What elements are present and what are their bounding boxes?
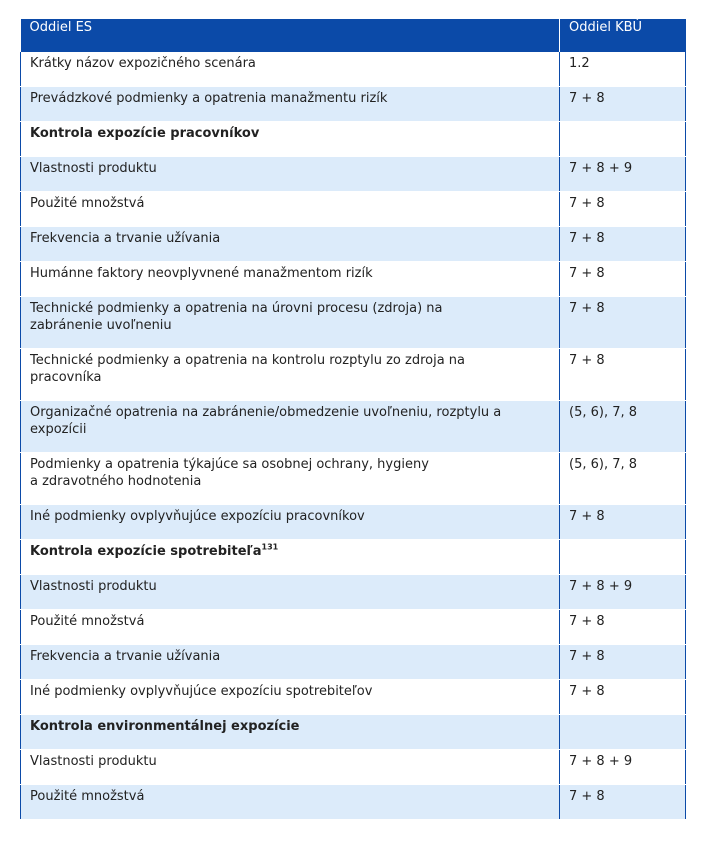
header-es-section: Oddiel ES [21, 19, 560, 52]
section-heading-row [21, 715, 686, 750]
table-row [21, 680, 686, 715]
row-value: 7 + 8 [560, 192, 686, 227]
row-label-line: pracovníka [30, 370, 102, 385]
footnote-marker: 131 [261, 542, 279, 552]
row-label-line: Technické podmienky a opatrenia na úrovni procesu (zdroja) na [30, 301, 443, 316]
row-label [21, 297, 560, 349]
table-row [21, 349, 686, 401]
row-value: 1.2 [560, 52, 686, 87]
row-label: Vlastnosti produktu [21, 157, 560, 192]
row-value: 7 + 8 [560, 349, 686, 401]
section-heading [21, 540, 560, 575]
row-label: Vlastnosti produktu [21, 575, 560, 610]
row-label: Iné podmienky ovplyvňujúce expozíciu pracovníkov [21, 505, 560, 540]
section-heading-row [21, 540, 686, 575]
row-label: Prevádzkové podmienky a opatrenia manažmentu rizík [21, 87, 560, 122]
table-row [21, 645, 686, 680]
section-heading: Kontrola expozície pracovníkov [21, 122, 560, 157]
table-row [21, 192, 686, 227]
row-label: Použité množstvá [21, 192, 560, 227]
table-row [21, 401, 686, 453]
row-value: 7 + 8 [560, 610, 686, 645]
table-header-row [21, 19, 686, 52]
row-label: Iné podmienky ovplyvňujúce expozíciu spotrebiteľov [21, 680, 560, 715]
row-value: 7 + 8 [560, 297, 686, 349]
table-row [21, 785, 686, 820]
row-label: Frekvencia a trvanie užívania [21, 645, 560, 680]
row-label-line: Podmienky a opatrenia týkajúce sa osobnej ochrany, hygieny [30, 457, 429, 472]
row-value: 7 + 8 [560, 505, 686, 540]
table-row [21, 750, 686, 785]
row-label-line: zabránenie uvoľneniu [30, 318, 172, 333]
row-value [560, 715, 686, 750]
row-label: Vlastnosti produktu [21, 750, 560, 785]
row-label: Krátky názov expozičného scenára [21, 52, 560, 87]
table-row [21, 227, 686, 262]
section-heading: Kontrola environmentálnej expozície [21, 715, 560, 750]
row-value [560, 540, 686, 575]
row-label-line: a zdravotného hodnotenia [30, 474, 202, 489]
table-row [21, 157, 686, 192]
row-label [21, 401, 560, 453]
table-row [21, 297, 686, 349]
row-value: 7 + 8 + 9 [560, 157, 686, 192]
row-value: 7 + 8 [560, 680, 686, 715]
row-value: 7 + 8 + 9 [560, 750, 686, 785]
row-label-line: Organizačné opatrenia na zabránenie/obmedzenie uvoľneniu, rozptylu a [30, 405, 502, 420]
table-row [21, 262, 686, 297]
row-label-line: Technické podmienky a opatrenia na kontrolu rozptylu zo zdroja na [30, 353, 466, 368]
row-value: 7 + 8 [560, 87, 686, 122]
mapping-table-container [20, 19, 685, 819]
table-row [21, 87, 686, 122]
table-row [21, 575, 686, 610]
row-value: 7 + 8 [560, 645, 686, 680]
section-heading-row [21, 122, 686, 157]
row-value [560, 122, 686, 157]
row-label: Humánne faktory neovplyvnené manažmentom rizík [21, 262, 560, 297]
row-value: 7 + 8 + 9 [560, 575, 686, 610]
row-label: Použité množstvá [21, 610, 560, 645]
section-heading-text: Kontrola expozície spotrebiteľa [30, 544, 262, 559]
row-value: 7 + 8 [560, 227, 686, 262]
row-value: 7 + 8 [560, 785, 686, 820]
row-label-line: expozícii [30, 422, 87, 437]
row-label: Frekvencia a trvanie užívania [21, 227, 560, 262]
row-label [21, 453, 560, 505]
es-sds-mapping-table [20, 19, 686, 819]
row-label: Použité množstvá [21, 785, 560, 820]
row-value: (5, 6), 7, 8 [560, 453, 686, 505]
table-row [21, 610, 686, 645]
row-label [21, 349, 560, 401]
row-value: 7 + 8 [560, 262, 686, 297]
row-value: (5, 6), 7, 8 [560, 401, 686, 453]
header-sds-section: Oddiel KBÚ [560, 19, 686, 52]
table-row [21, 453, 686, 505]
table-row [21, 505, 686, 540]
table-row [21, 52, 686, 87]
